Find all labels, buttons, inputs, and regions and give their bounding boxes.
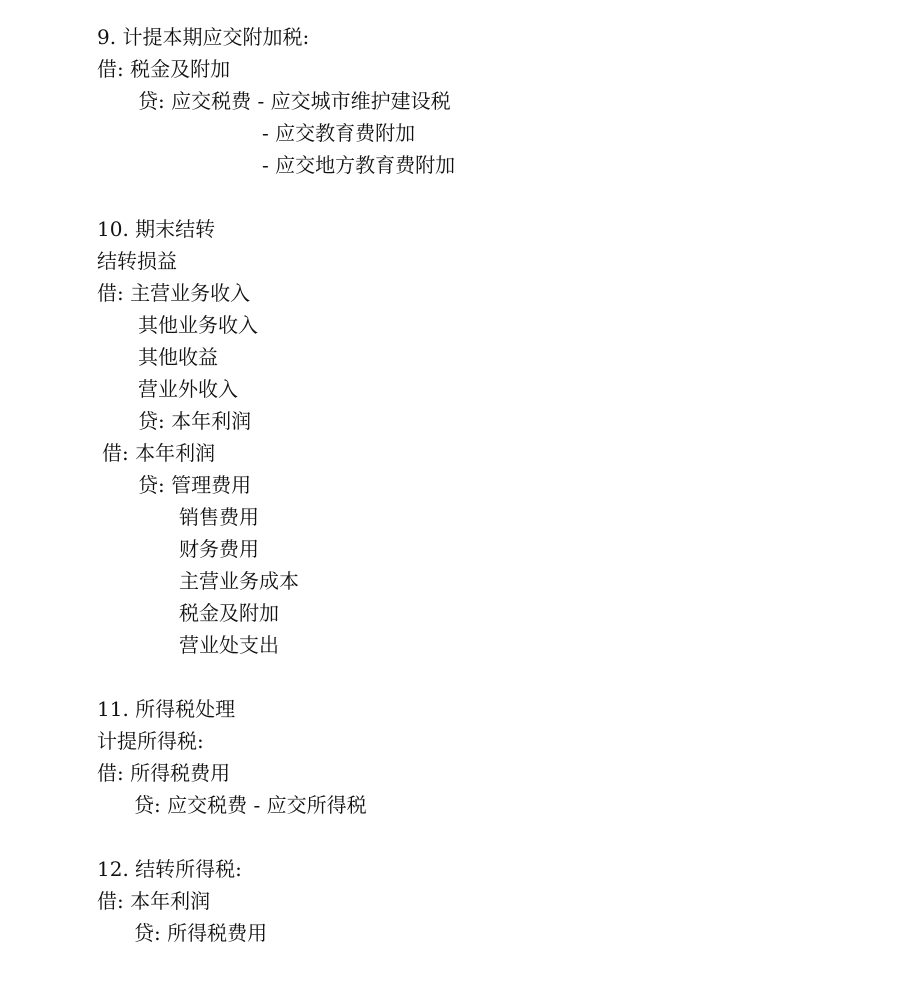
section-10-debit-3: 其他收益: [138, 345, 218, 369]
section-9-debit: 借: 税金及附加: [97, 57, 231, 81]
section-10-debit-2: 其他业务收入: [138, 313, 258, 337]
section-12-heading: 12. 结转所得税:: [97, 857, 242, 881]
section-10-credit-2: 贷: 管理费用: [138, 473, 252, 497]
section-12-debit: 借: 本年利润: [97, 889, 211, 913]
section-9-heading: 9. 计提本期应交附加税:: [97, 25, 310, 49]
section-9-credit-1: 贷: 应交税费 - 应交城市维护建设税: [138, 89, 451, 113]
section-10-credit-7: 营业处支出: [179, 633, 279, 657]
section-10-subheading: 结转损益: [97, 249, 177, 273]
section-10-credit-3: 销售费用: [179, 505, 259, 529]
section-10-debit-1: 借: 主营业务收入: [97, 281, 251, 305]
section-11-credit: 贷: 应交税费 - 应交所得税: [134, 793, 367, 817]
section-10-credit-5: 主营业务成本: [179, 569, 299, 593]
section-9-credit-2: - 应交教育费附加: [262, 121, 416, 145]
section-11-debit: 借: 所得税费用: [97, 761, 231, 785]
section-10-heading: 10. 期末结转: [97, 217, 216, 241]
section-10-credit-6: 税金及附加: [179, 601, 279, 625]
section-10-debit-5: 借: 本年利润: [102, 441, 216, 465]
section-11-subheading: 计提所得税:: [97, 729, 204, 753]
section-10-credit-1: 贷: 本年利润: [138, 409, 252, 433]
section-10-credit-4: 财务费用: [179, 537, 259, 561]
section-12-credit: 贷: 所得税费用: [134, 921, 268, 945]
section-9-credit-3: - 应交地方教育费附加: [262, 153, 456, 177]
section-11-heading: 11. 所得税处理: [97, 697, 236, 721]
section-10-debit-4: 营业外收入: [138, 377, 238, 401]
